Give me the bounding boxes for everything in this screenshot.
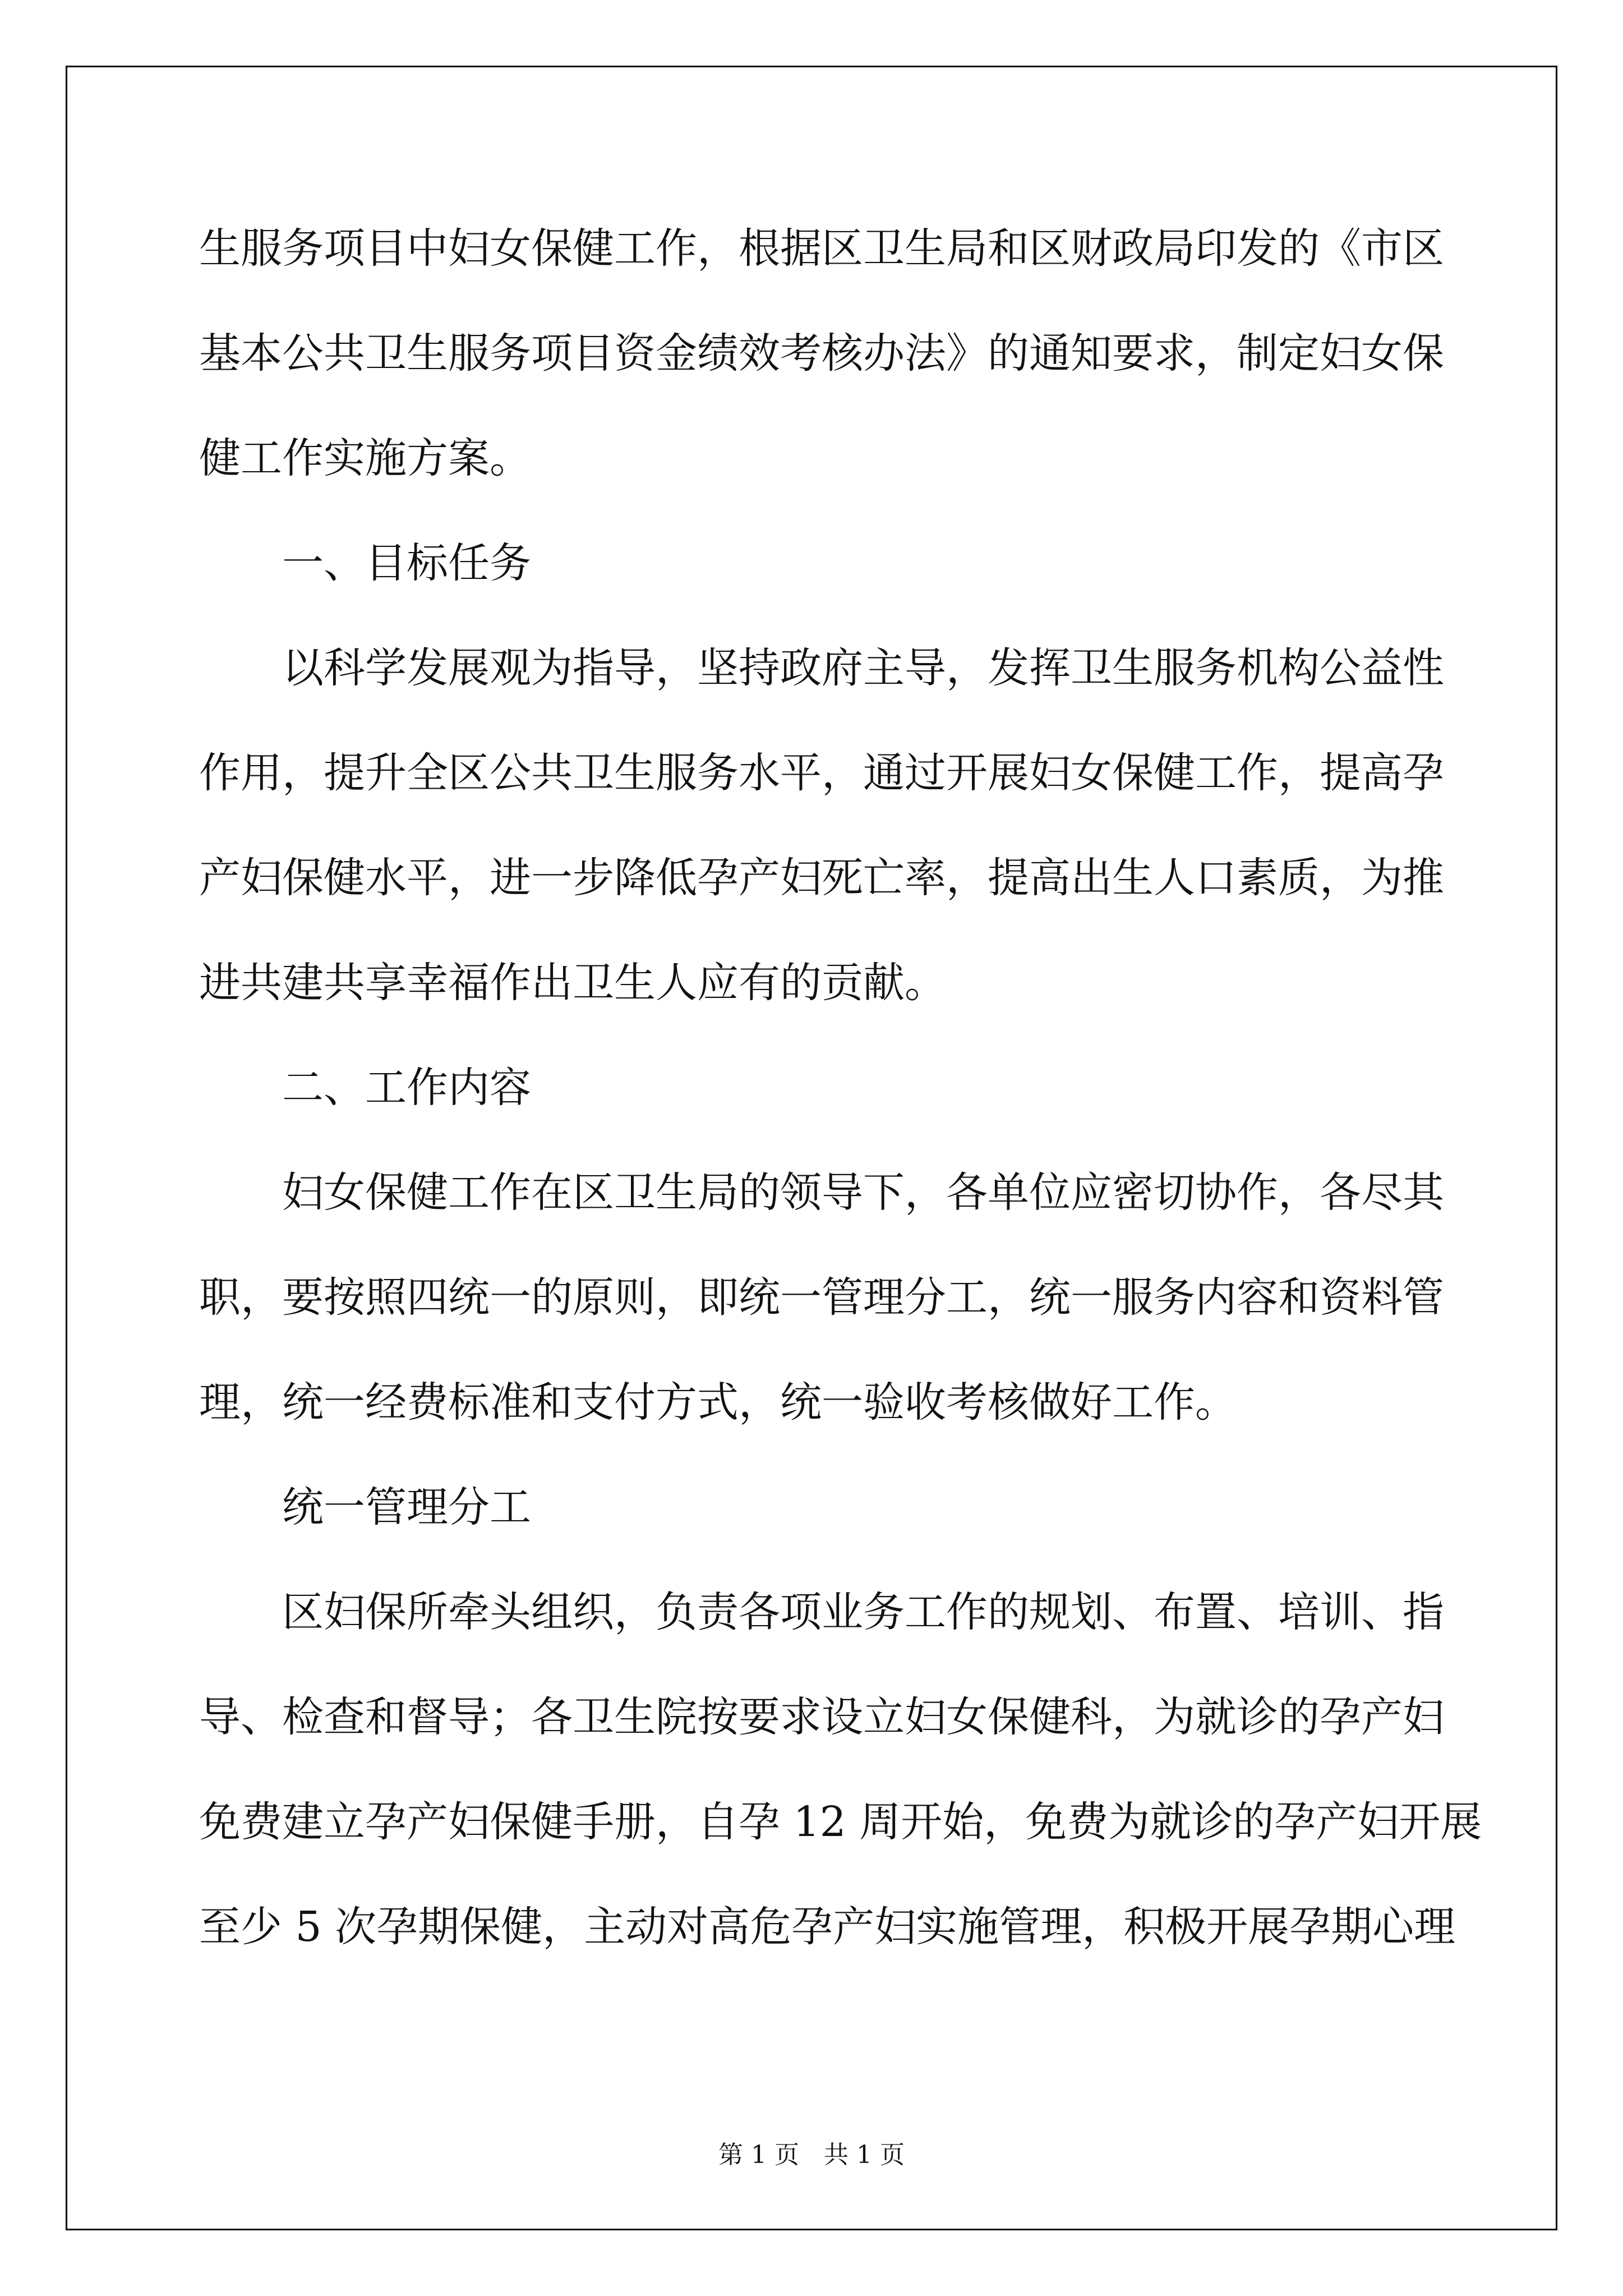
text-line: 区妇保所牵头组织，负责各项业务工作的规划、布置、培训、指 <box>282 1588 1444 1636</box>
text-line: 生服务项目中妇女保健工作，根据区卫生局和区财政局印发的《市区 <box>199 224 1444 273</box>
text-line: 以科学发展观为指导，坚持政府主导，发挥卫生服务机构公益性 <box>282 644 1444 692</box>
text-line: 产妇保健水平，进一步降低孕产妇死亡率，提高出生人口素质，为推 <box>199 854 1444 902</box>
text-line: 二、工作内容 <box>282 1064 531 1112</box>
text-line: 理，统一经费标准和支付方式，统一验收考核做好工作。 <box>199 1378 1237 1427</box>
page-footer: 第 1 页 共 1 页 <box>718 2141 905 2169</box>
text-line: 一、目标任务 <box>282 539 531 587</box>
text-line: 免费建立孕产妇保健手册，自孕 12 周开始，免费为就诊的孕产妇开展 <box>199 1798 1482 1846</box>
text-line: 作用，提升全区公共卫生服务水平，通过开展妇女保健工作，提高孕 <box>199 749 1444 797</box>
text-line: 导、检查和督导；各卫生院按要求设立妇女保健科，为就诊的孕产妇 <box>199 1693 1444 1741</box>
text-line: 至少 5 次孕期保健，主动对高危孕产妇实施管理，积极开展孕期心理 <box>199 1903 1456 1951</box>
text-line: 职，要按照四统一的原则，即统一管理分工，统一服务内容和资料管 <box>199 1273 1444 1322</box>
text-line: 统一管理分工 <box>282 1483 531 1531</box>
document-body <box>199 196 1482 1980</box>
text-line: 进共建共享幸福作出卫生人应有的贡献。 <box>199 959 946 1007</box>
text-line: 妇女保健工作在区卫生局的领导下，各单位应密切协作，各尽其 <box>282 1168 1444 1217</box>
text-line: 健工作实施方案。 <box>199 434 531 482</box>
text-line: 基本公共卫生服务项目资金绩效考核办法》的通知要求，制定妇女保 <box>199 329 1444 378</box>
